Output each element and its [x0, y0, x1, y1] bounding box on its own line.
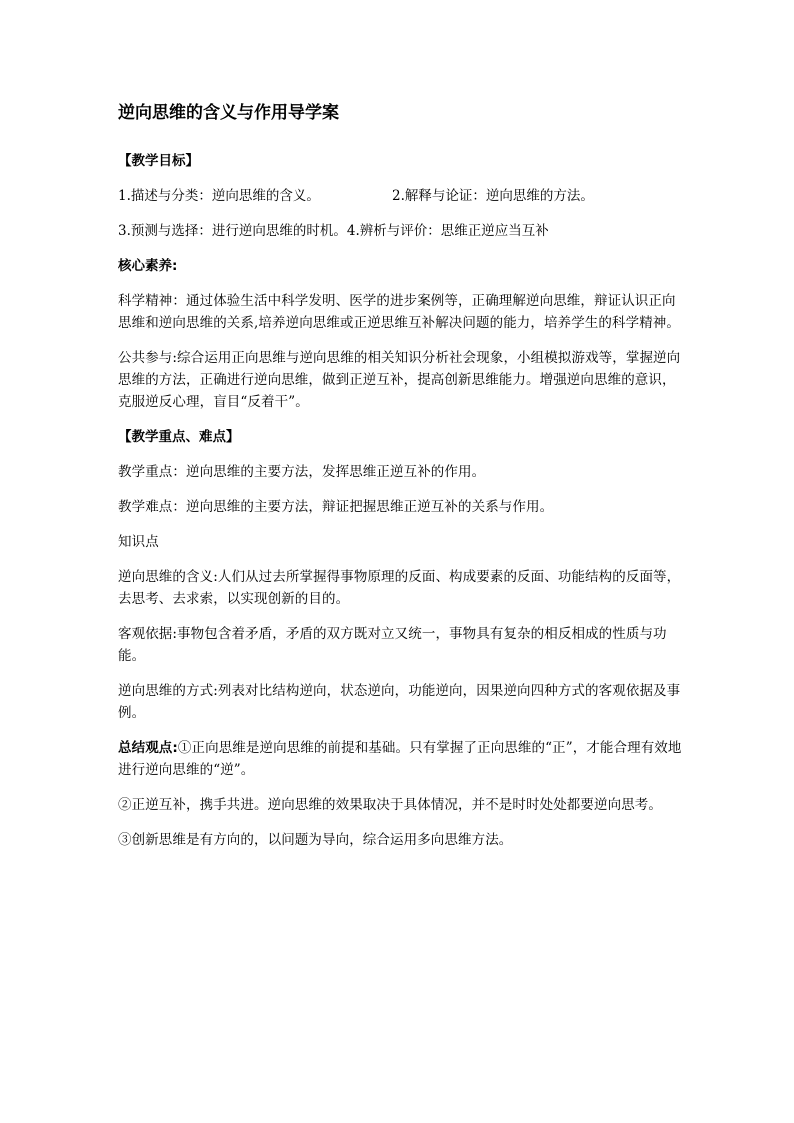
meaning-paragraph: 逆向思维的含义:人们从过去所掌握得事物原理的反面、构成要素的反面、功能结构的反面等，去思考、去求索，以实现创新的目的。 [118, 569, 681, 607]
goals-heading: 【教学目标】 [118, 153, 199, 169]
core-science-paragraph: 科学精神：通过体验生活中科学发明、医学的进步案例等，正确理解逆向思维，辩证认识正向思维和逆向思维的关系,培养逆向思维或正逆思维互补解决问题的能力，培养学生的科学精神。 [118, 293, 680, 331]
goal-item: 3.预测与选择：进行逆向思维的时机。 [118, 223, 347, 239]
goals-row-2 [118, 220, 688, 242]
document-body [118, 100, 688, 864]
summary-text-1: ①正向思维是逆向思维的前提和基础。只有掌握了正向思维的“正”，才能合理有效地进行逆向思维的“逆”。 [118, 740, 682, 778]
difficult-point-paragraph: 教学难点：逆向思维的主要方法，辩证把握思维正逆互补的关系与作用。 [118, 499, 554, 515]
methods-paragraph: 逆向思维的方式:列表对比结构逆向，状态逆向，功能逆向，因果逆向四种方式的客观依据及事例。 [118, 683, 681, 721]
summary-paragraph-3: ③创新思维是有方向的，以问题为导向，综合运用多向思维方法。 [118, 832, 513, 848]
goal-item: 4.辨析与评价：思维正逆应当互补 [346, 223, 549, 239]
goal-item: 2.解释与论证：逆向思维的方法。 [392, 188, 594, 204]
key-point-paragraph: 教学重点：逆向思维的主要方法，发挥思维正逆互补的作用。 [118, 464, 486, 480]
knowledge-label: 知识点 [118, 534, 159, 550]
basis-paragraph: 客观依据:事物包含着矛盾，矛盾的双方既对立又统一，事物具有复杂的相反相成的性质与功能。 [118, 626, 667, 664]
document-title: 逆向思维的含义与作用导学案 [118, 103, 339, 123]
summary-paragraph-1 [118, 737, 688, 781]
core-literacy-heading: 核心素养: [118, 258, 178, 274]
keypoints-heading: 【教学重点、难点】 [118, 429, 240, 445]
goals-row-1 [118, 185, 688, 207]
goal-item: 1.描述与分类：逆向思维的含义。 [118, 188, 320, 204]
core-public-paragraph: 公共参与:综合运用正向思维与逆向思维的相关知识分析社会现象，小组模拟游戏等，掌握逆向思维的方法，正确进行逆向思维，做到正逆互补，提高创新思维能力。增强逆向思维的意识，克服逆反心理，盲目“反着干”。 [118, 350, 681, 410]
summary-lead: 总结观点: [118, 740, 178, 756]
summary-paragraph-2: ②正逆互补，携手共进。逆向思维的效果取决于具体情况，并不是时时处处都要逆向思考。 [118, 797, 662, 813]
